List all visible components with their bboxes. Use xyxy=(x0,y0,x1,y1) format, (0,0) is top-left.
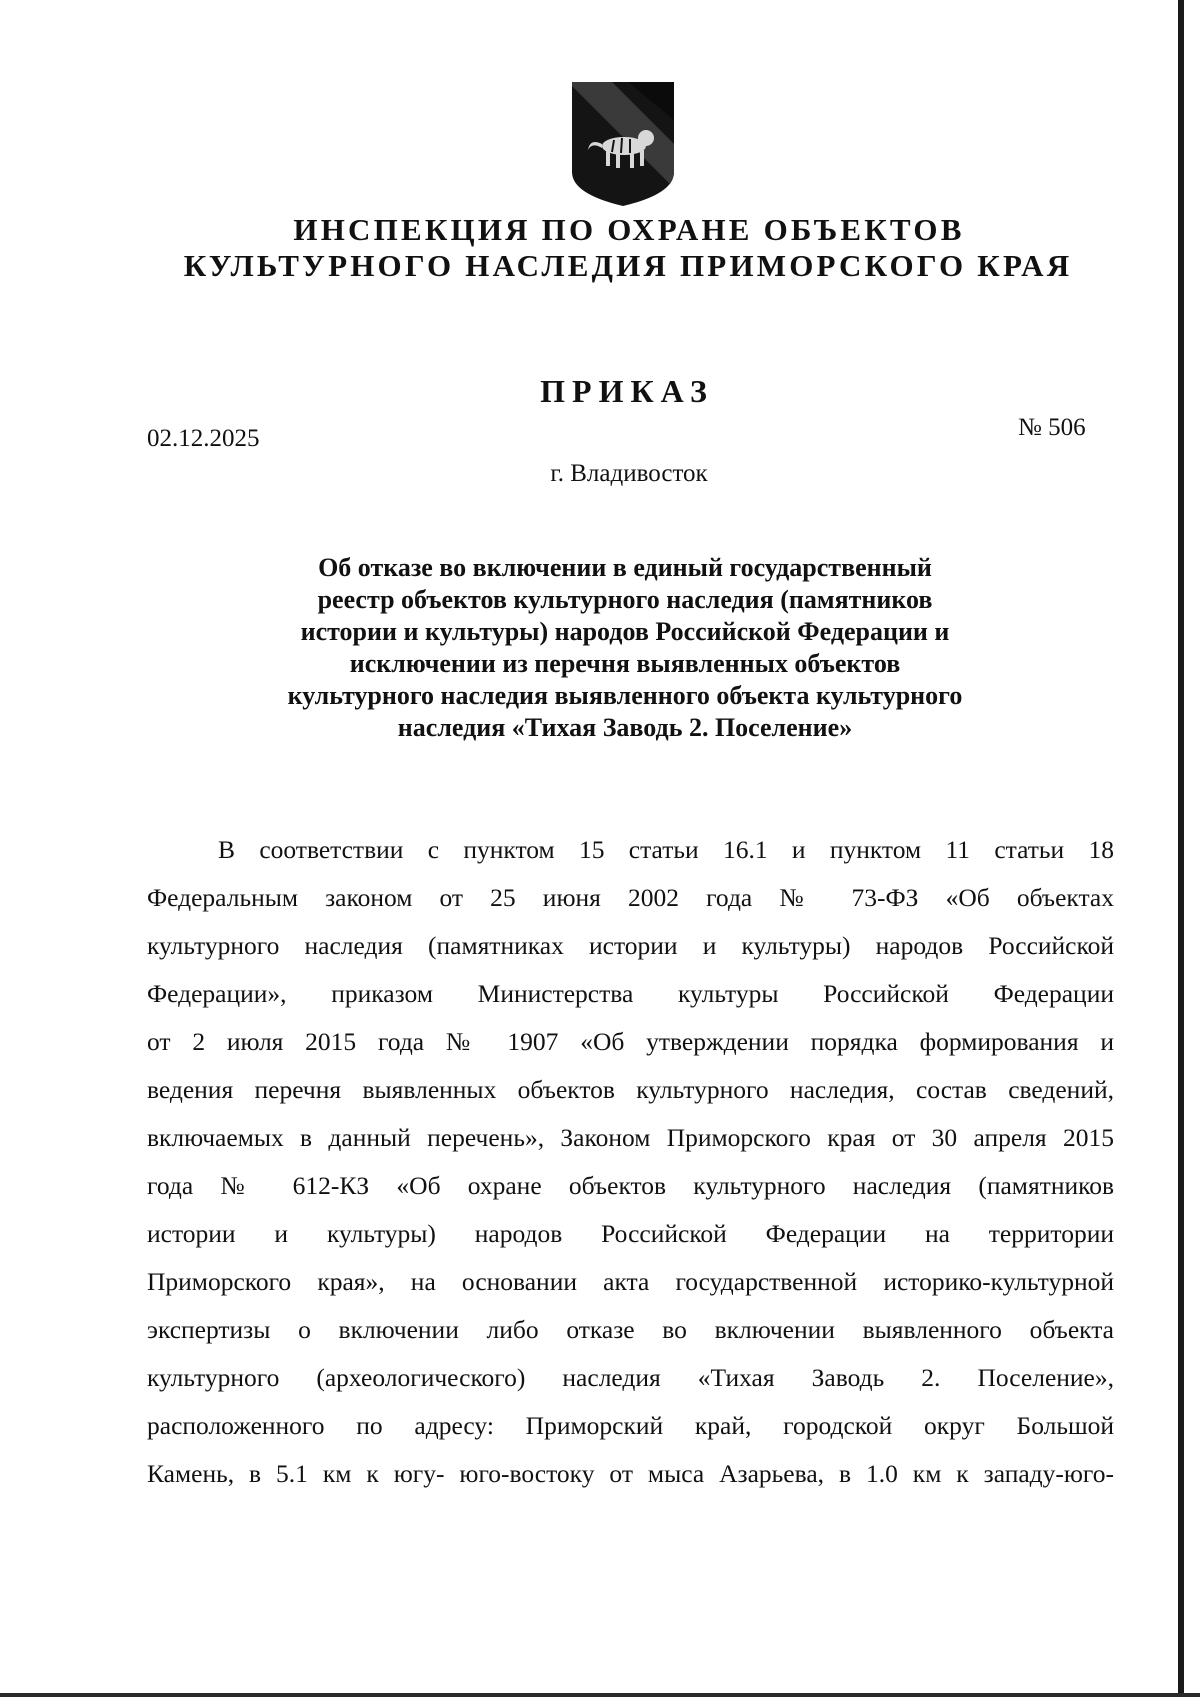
document-date: 02.12.2025 xyxy=(147,425,260,452)
body-line: В соответствии с пунктом 15 статьи 16.1 и пунктом 11 статьи 18 xyxy=(218,835,1114,864)
body-line: Камень, в 5.1 км к югу- юго-востоку от мыса Азарьева, в 1.0 км к западу-юго- xyxy=(147,1459,1114,1488)
body-line: Приморского края», на основании акта государственной историко-культурной xyxy=(147,1267,1114,1296)
organization-name-line-1: ИНСПЕКЦИЯ ПО ОХРАНЕ ОБЪЕКТОВ xyxy=(293,212,965,247)
body-line: включаемых в данный перечень», Законом Приморского края от 30 апреля 2015 xyxy=(147,1123,1114,1152)
body-line: культурного наследия (памятниках истории и культуры) народов Российской xyxy=(147,931,1114,960)
document-number: № 506 xyxy=(1018,414,1086,441)
body-line: расположенного по адресу: Приморский край, городской округ Большой xyxy=(147,1411,1114,1440)
body-line: Федерации», приказом Министерства культуры Российской Федерации xyxy=(147,979,1114,1008)
body-line: культурного (археологического) наследия «Тихая Заводь 2. Поселение», xyxy=(147,1363,1114,1392)
body-line: ведения перечня выявленных объектов культурного наследия, состав сведений, xyxy=(147,1075,1114,1104)
coat-of-arms-icon xyxy=(568,80,678,208)
document-city: г. Владивосток xyxy=(550,460,708,487)
subject-line: реестр объектов культурного наследия (памятников xyxy=(317,585,933,614)
body-line: экспертизы о включении либо отказе во включении выявленного объекта xyxy=(147,1315,1114,1344)
subject-line: наследия «Тихая Заводь 2. Поселение» xyxy=(397,713,853,742)
subject-line: истории и культуры) народов Российской Федерации и xyxy=(300,617,950,646)
scan-right-edge xyxy=(1178,0,1184,1697)
body-line: года № 612-КЗ «Об охране объектов культурного наследия (памятников xyxy=(147,1171,1114,1200)
subject-line: культурного наследия выявленного объекта культурного xyxy=(287,681,963,710)
body-line: Федеральным законом от 25 июня 2002 года № 73-ФЗ «Об объектах xyxy=(147,883,1114,912)
subject-line: Об отказе во включении в единый государственный xyxy=(318,553,932,582)
document-body xyxy=(147,826,1114,1498)
body-line: от 2 июля 2015 года № 1907 «Об утверждении порядка формирования и xyxy=(147,1027,1114,1056)
scan-bottom-edge xyxy=(0,1693,1200,1697)
subject-line: исключении из перечня выявленных объектов xyxy=(349,649,901,678)
document-type: ПРИКАЗ xyxy=(540,373,714,409)
body-line: истории и культуры) народов Российской Федерации на территории xyxy=(147,1219,1114,1248)
document-subject xyxy=(200,552,1050,744)
organization-name-line-2: КУЛЬТУРНОГО НАСЛЕДИЯ ПРИМОРСКОГО КРАЯ xyxy=(183,248,1073,283)
